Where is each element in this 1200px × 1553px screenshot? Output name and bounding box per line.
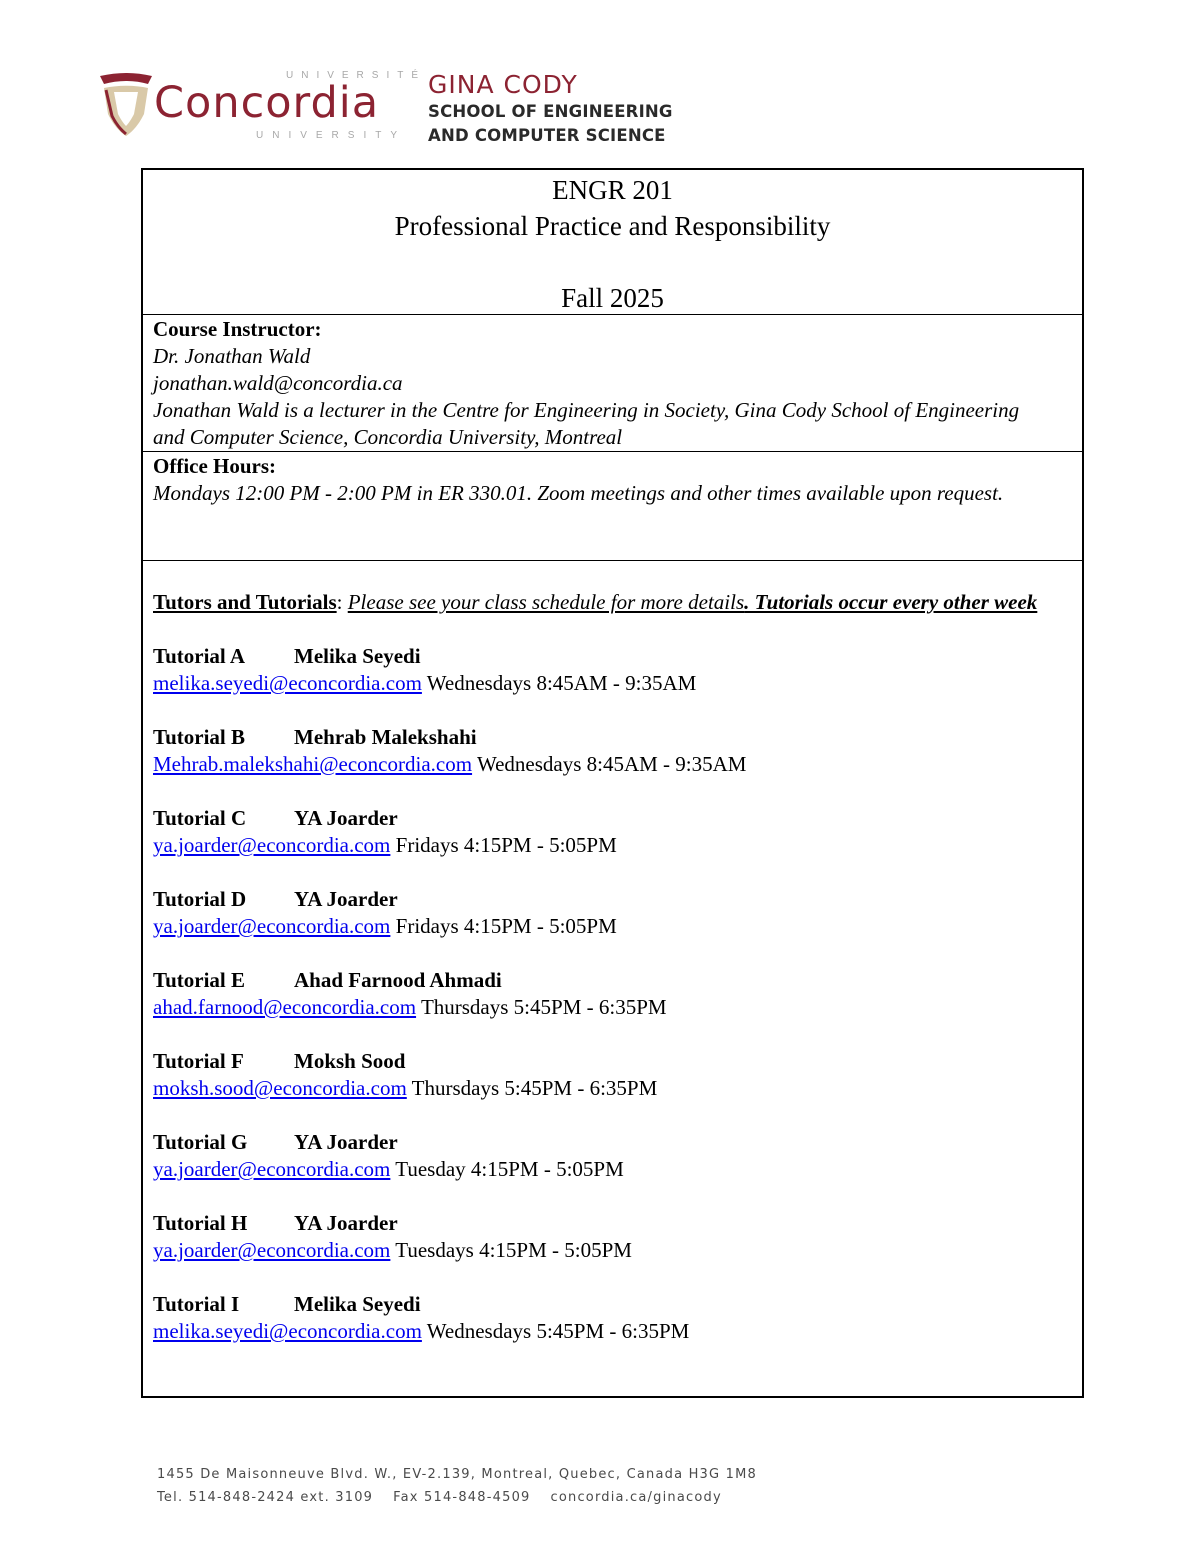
- footer-web[interactable]: concordia.ca/ginacody: [550, 1490, 722, 1505]
- tutorial-time: Fridays 4:15PM - 5:05PM: [395, 914, 617, 938]
- tutorial-time: Wednesdays 8:45AM - 9:35AM: [426, 671, 697, 695]
- tutorial-entry: [153, 805, 1046, 859]
- tutor-email-link[interactable]: moksh.sood@econcordia.com: [153, 1076, 407, 1100]
- tutorial-entry: [153, 1291, 1046, 1345]
- tutor-email-link[interactable]: ya.joarder@econcordia.com: [153, 833, 391, 857]
- tutorial-entry: [153, 886, 1046, 940]
- course-code: ENGR 201: [552, 175, 673, 205]
- instructor-email[interactable]: jonathan.wald@concordia.ca: [153, 371, 403, 395]
- row-divider: [143, 314, 1082, 315]
- office-hours-text: Mondays 12:00 PM - 2:00 PM in ER 330.01. Zoom meetings and other times available upon request.: [153, 481, 1004, 505]
- footer: [157, 1463, 757, 1509]
- tutorial-time: Fridays 4:15PM - 5:05PM: [395, 833, 617, 857]
- tutor-email-link[interactable]: ya.joarder@econcordia.com: [153, 914, 391, 938]
- tutorial-time: Wednesdays 8:45AM - 9:35AM: [476, 752, 747, 776]
- letterhead: [96, 66, 696, 156]
- course-title-block: [143, 170, 1082, 316]
- university-label: UNIVERSITY: [256, 130, 407, 141]
- tutors-note: Please see your class schedule for more details: [347, 590, 745, 614]
- tutor-name: Melika Seyedi: [294, 1292, 421, 1316]
- tutorial-id: Tutorial E: [153, 968, 245, 992]
- tutors-label: Tutors and Tutorials: [153, 590, 337, 614]
- tutor-email-link[interactable]: ya.joarder@econcordia.com: [153, 1157, 391, 1181]
- tutor-name: YA Joarder: [294, 1130, 398, 1154]
- tutor-name: Melika Seyedi: [294, 644, 421, 668]
- course-info-table: [141, 168, 1084, 1398]
- tutor-name: Moksh Sood: [294, 1049, 406, 1073]
- tutor-name: Ahad Farnood Ahmadi: [294, 968, 502, 992]
- tutorial-id: Tutorial D: [153, 887, 247, 911]
- instructor-name: Dr. Jonathan Wald: [153, 344, 311, 368]
- tutorial-id: Tutorial C: [153, 806, 247, 830]
- tutor-name: YA Joarder: [294, 1211, 398, 1235]
- tutorial-entry: [153, 967, 1046, 1021]
- tutorial-entry: [153, 1129, 1046, 1183]
- tutorial-time: Thursdays 5:45PM - 6:35PM: [411, 1076, 658, 1100]
- concordia-shield-icon: [98, 70, 154, 140]
- footer-address: 1455 De Maisonneuve Blvd. W., EV-2.139, Montreal, Quebec, Canada H3G 1M8: [157, 1467, 757, 1482]
- tutor-name: Mehrab Malekshahi: [294, 725, 477, 749]
- tutorial-time: Wednesdays 5:45PM - 6:35PM: [426, 1319, 690, 1343]
- tutor-email-link[interactable]: ya.joarder@econcordia.com: [153, 1238, 391, 1262]
- tutorial-entry: [153, 643, 1046, 697]
- tutorial-entry: [153, 1210, 1046, 1264]
- tutors-intro: [153, 589, 1046, 616]
- tutor-email-link[interactable]: ahad.farnood@econcordia.com: [153, 995, 417, 1019]
- tutorial-time: Tuesdays 4:15PM - 5:05PM: [395, 1238, 632, 1262]
- footer-tel: Tel. 514-848-2424 ext. 3109: [157, 1490, 374, 1505]
- school-name: GINA CODY: [428, 70, 578, 99]
- course-term: Fall 2025: [561, 283, 664, 313]
- footer-fax: Fax 514-848-4509: [393, 1490, 531, 1505]
- tutor-email-link[interactable]: melika.seyedi@econcordia.com: [153, 671, 422, 695]
- tutorial-entry: [153, 1048, 1046, 1102]
- spacer: [143, 244, 1082, 280]
- tutorial-id: Tutorial H: [153, 1211, 248, 1235]
- tutors-sep: :: [336, 590, 348, 614]
- tutorial-time: Tuesday 4:15PM - 5:05PM: [395, 1157, 624, 1181]
- tutorial-id: Tutorial I: [153, 1292, 240, 1316]
- row-divider: [143, 451, 1082, 452]
- footer-contact: [157, 1486, 757, 1509]
- tutorial-id: Tutorial G: [153, 1130, 248, 1154]
- tutor-email-link[interactable]: Mehrab.malekshahi@econcordia.com: [153, 752, 473, 776]
- row-divider: [143, 560, 1082, 561]
- school-name-block: [428, 70, 673, 148]
- school-line-1: SCHOOL OF ENGINEERING: [428, 102, 673, 121]
- universite-label: UNIVERSITÉ: [286, 70, 427, 81]
- tutors-emphasis: . Tutorials occur every other week: [744, 590, 1038, 614]
- tutorial-time: Thursdays 5:45PM - 6:35PM: [420, 995, 667, 1019]
- tutor-email-link[interactable]: melika.seyedi@econcordia.com: [153, 1319, 422, 1343]
- tutorial-entry: [153, 724, 1046, 778]
- tutorial-id: Tutorial B: [153, 725, 245, 749]
- concordia-wordmark: Concordia: [154, 78, 380, 128]
- tutors-cell: [153, 589, 1046, 1372]
- instructor-cell: [153, 316, 1046, 451]
- tutorial-id: Tutorial F: [153, 1049, 244, 1073]
- school-line-2: AND COMPUTER SCIENCE: [428, 126, 666, 145]
- tutor-name: YA Joarder: [294, 806, 398, 830]
- tutorial-id: Tutorial A: [153, 644, 245, 668]
- course-title: Professional Practice and Responsibility: [394, 211, 831, 241]
- tutor-name: YA Joarder: [294, 887, 398, 911]
- office-hours-label: Office Hours:: [153, 454, 277, 478]
- instructor-label: Course Instructor:: [153, 317, 322, 341]
- office-hours-cell: [153, 453, 1046, 507]
- instructor-bio: Jonathan Wald is a lecturer in the Centre for Engineering in Society, Gina Cody School of Engineering and Computer Science, Concordia University, Montreal: [153, 398, 1020, 449]
